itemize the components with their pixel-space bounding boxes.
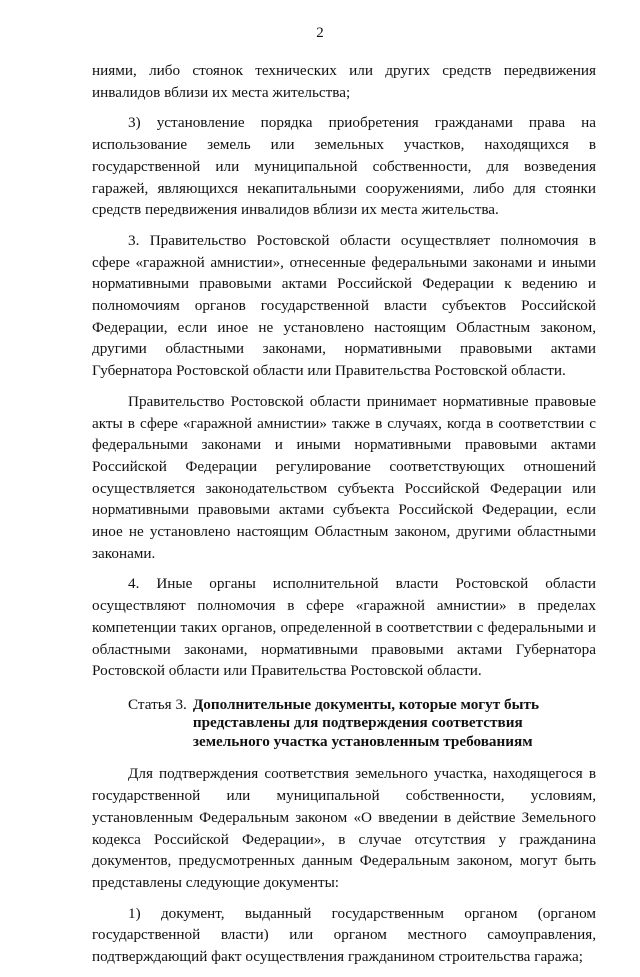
- paragraph-government-powers: 3. Правительство Ростовской области осуществляет полномочия в сфере «гаражной амнистии», отнесенные федеральными законами и иными нормативными правовыми актами Российской Федерации к ведению и полномочиям органов государственной власти субъектов Российской Федерации, если иное не установлено настоящим Областным законом, другими областными законами, нормативными правовыми актами Губернатора Ростовской области или Правительства Ростовской области.: [92, 231, 596, 380]
- paragraph-article-intro: Для подтверждения соответствия земельного участка, находящегося в государственной или муниципальной собственности, условиям, установленным Федеральным законом «О введении в действие Земельного кодекса Российской Федерации», в случае отсутствия у гражданина документов, предусмотренных данным Федеральным законом, могут быть представлены следующие документы:: [92, 765, 596, 891]
- article-title: Дополнительные документы, которые могут быть представлены для подтверждения соответствия земельного участка установленным требованиям: [192, 695, 539, 750]
- article-heading: [92, 696, 596, 752]
- paragraph-continuation: ниями, либо стоянок технических или других средств передвижения инвалидов вблизи их места жительства;: [92, 62, 596, 101]
- page-number: 2: [316, 25, 324, 41]
- article-label: Статья 3.: [128, 695, 187, 713]
- paragraph-government-acts: Правительство Ростовской области принимает нормативные правовые акты в сфере «гаражной амнистии» также в случаях, когда в соответствии с федеральными законами и иными нормативными правовыми актами Российской Федерации регулирование соответствующих отношений осуществляется законодательством субъекта Российской Федерации или нормативными правовыми актами субъекта Российской Федерации, если иное не установлено настоящим Областным законом, другими областными законами.: [92, 392, 596, 562]
- paragraph-document-item-1: 1) документ, выданный государственным органом (органом государственной власти) или органом местного самоуправления, подтверждающий факт осуществления гражданином строительства гаража;: [92, 904, 596, 966]
- paragraph-item-3-land-use: 3) установление порядка приобретения гражданами права на использование земель или земельных участков, находящихся в государственной или муниципальной собственности, для возведения гаражей, являющихся некапитальными сооружениями, либо для стоянки средств передвижения инвалидов вблизи их места жительства.: [92, 114, 596, 219]
- document-body: [92, 60, 596, 977]
- paragraph-other-bodies: 4. Иные органы исполнительной власти Ростовской области осуществляют полномочия в сфере «гаражной амнистии» в пределах компетенции таких органов, определенной в соответствии с федеральными и областными законами, нормативными правовыми актами Губернатора Ростовской области или Правительства Ростовской области.: [92, 575, 596, 680]
